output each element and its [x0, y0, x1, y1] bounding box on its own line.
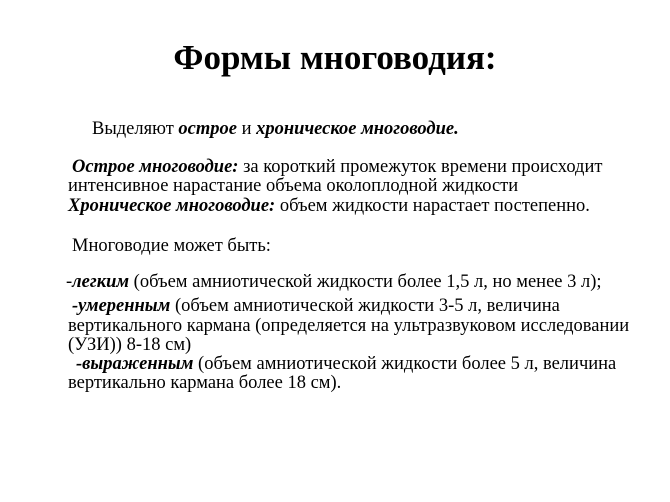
intro-line [92, 118, 459, 140]
acute-def-line-2: интенсивное нарастание объема околоплодной жидкости [68, 176, 519, 196]
chronic-term: Хроническое многоводие: [68, 196, 276, 216]
acute-def-rest: за короткий промежуток времени происходит [238, 157, 603, 177]
intro-acute: острое [178, 119, 237, 139]
acute-term: Острое многоводие: [72, 157, 239, 177]
degree-mild-dash: - [66, 272, 73, 292]
can-be-line: Многоводие может быть: [72, 236, 271, 256]
degree-moderate-line-1 [72, 295, 560, 317]
degree-moderate-rest: (объем амниотической жидкости 3-5 л, величина [170, 296, 560, 316]
degree-moderate-line-3: (УЗИ)) 8-18 см) [68, 335, 192, 355]
degree-mild-line [66, 271, 602, 293]
degree-moderate-term: умеренным [78, 296, 171, 316]
chronic-def-line [68, 195, 590, 217]
degree-severe-line-2: вертикально кармана более 18 см). [68, 373, 342, 393]
intro-chronic: хроническое многоводие. [256, 119, 459, 139]
degree-severe-rest: (объем амниотической жидкости более 5 л, величина [193, 354, 617, 374]
intro-prefix: Выделяют [92, 119, 179, 139]
degree-severe-term: выраженным [82, 354, 194, 374]
slide-title: Формы многоводия: [173, 38, 497, 77]
degree-mild-rest: (объем амниотической жидкости более 1,5 л, но менее 3 л); [129, 272, 602, 292]
chronic-def-rest: объем жидкости нарастает постепенно. [275, 196, 590, 216]
degree-moderate-line-2: вертикального кармана (определяется на ультразвуковом исследовании [68, 316, 630, 336]
intro-and: и [236, 119, 257, 139]
degree-severe-dash: - [76, 354, 83, 374]
degree-moderate-dash: - [72, 296, 79, 316]
degree-mild-term: легким [72, 272, 130, 292]
